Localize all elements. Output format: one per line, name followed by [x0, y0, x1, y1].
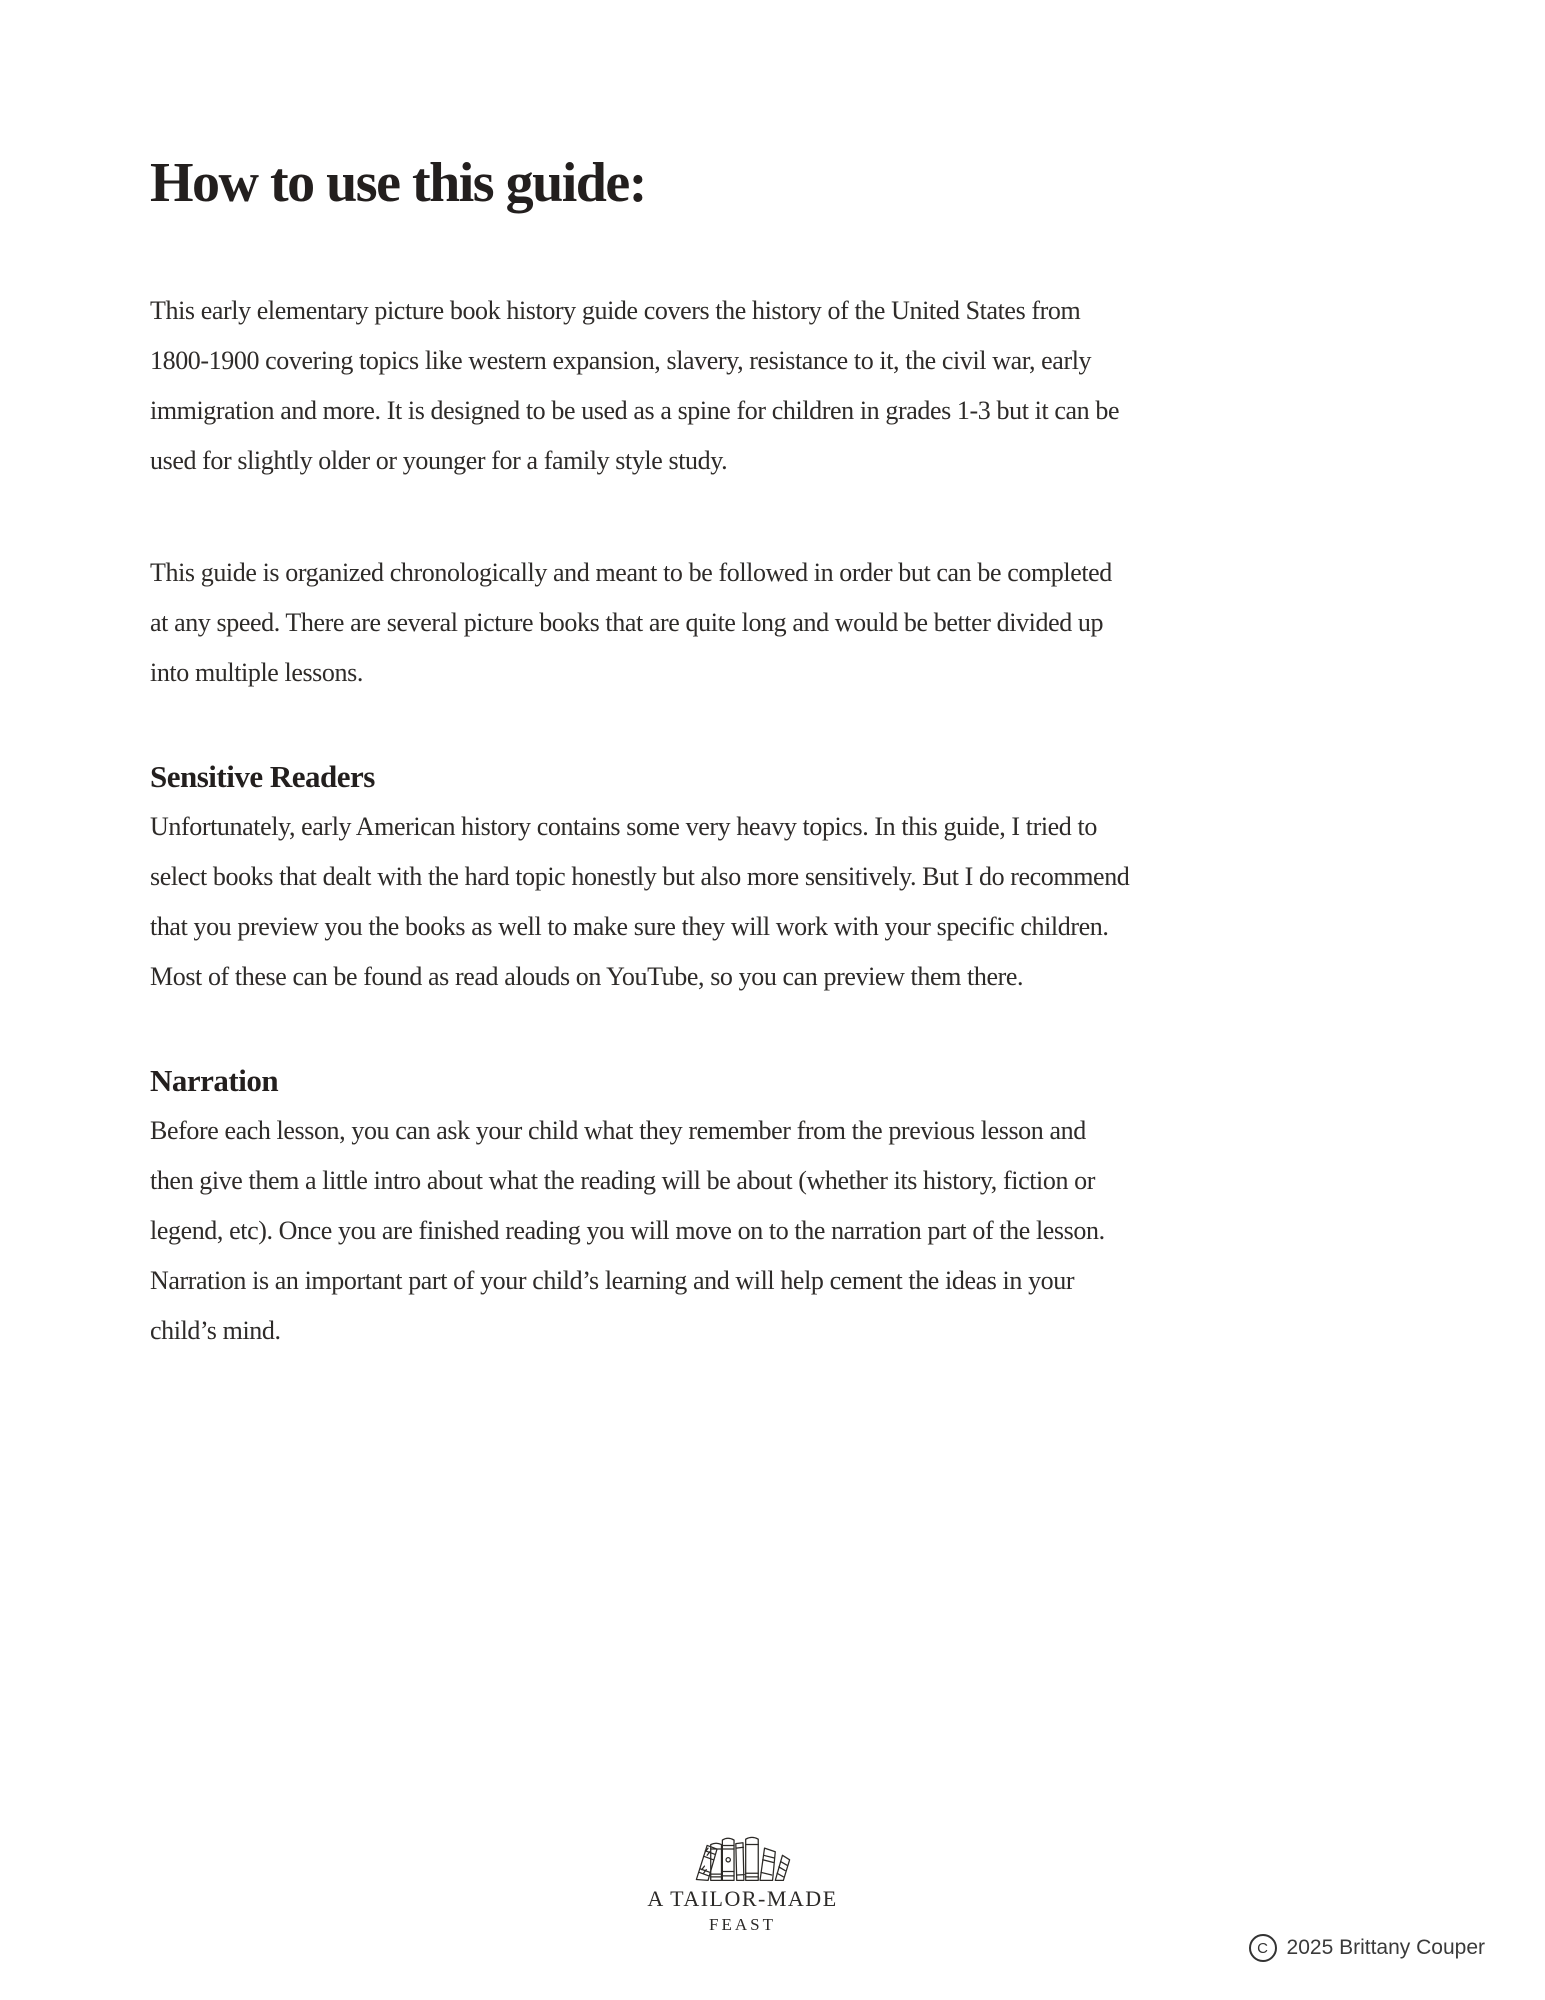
- copyright-text: 2025 Brittany Couper: [1286, 1936, 1485, 1959]
- brand-logo: [647, 1832, 837, 1935]
- brand-name-line2: FEAST: [709, 1915, 776, 1934]
- page-title: How to use this guide:: [150, 152, 646, 214]
- intro-paragraph-2: This guide is organized chronologically and meant to be followed in order but can be completed at any speed. There are several picture books that are quite long and would be better divided up into multiple lessons.: [150, 558, 1112, 687]
- footer-brand: [0, 1832, 1545, 1935]
- section-heading-narration: Narration: [150, 1063, 279, 1098]
- section-heading-sensitive-readers: Sensitive Readers: [150, 759, 375, 794]
- section-body-narration: Before each lesson, you can ask your child what they remember from the previous lesson and then give them a little intro about what the reading will be about (whether its history, fiction or legend, etc). Once you are finished reading you will move on to the narration part of the lesson. Narration is an important part of your child’s learning and will help cement the ideas in your child’s mind.: [150, 1116, 1105, 1345]
- copyright-notice: [1249, 1934, 1485, 1962]
- brand-name-line1: A TAILOR-MADE: [647, 1886, 838, 1911]
- page-content: [150, 0, 1130, 1356]
- section-body-sensitive-readers: Unfortunately, early American history contains some very heavy topics. In this guide, I tried to select books that dealt with the hard topic honestly but also more sensitively. But I do recommend that you preview you the books as well to make sure they will work with your specific children. Most of these can be found as read alouds on YouTube, so you can preview them there.: [150, 812, 1130, 991]
- books-stack-icon: [689, 1832, 797, 1884]
- copyright-icon: C: [1249, 1934, 1277, 1962]
- intro-paragraph-1: This early elementary picture book history guide covers the history of the United States from 1800-1900 covering topics like western expansion, slavery, resistance to it, the civil war, early immigration and more. It is designed to be used as a spine for children in grades 1-3 but it can be used for slightly older or younger for a family style study.: [150, 296, 1120, 475]
